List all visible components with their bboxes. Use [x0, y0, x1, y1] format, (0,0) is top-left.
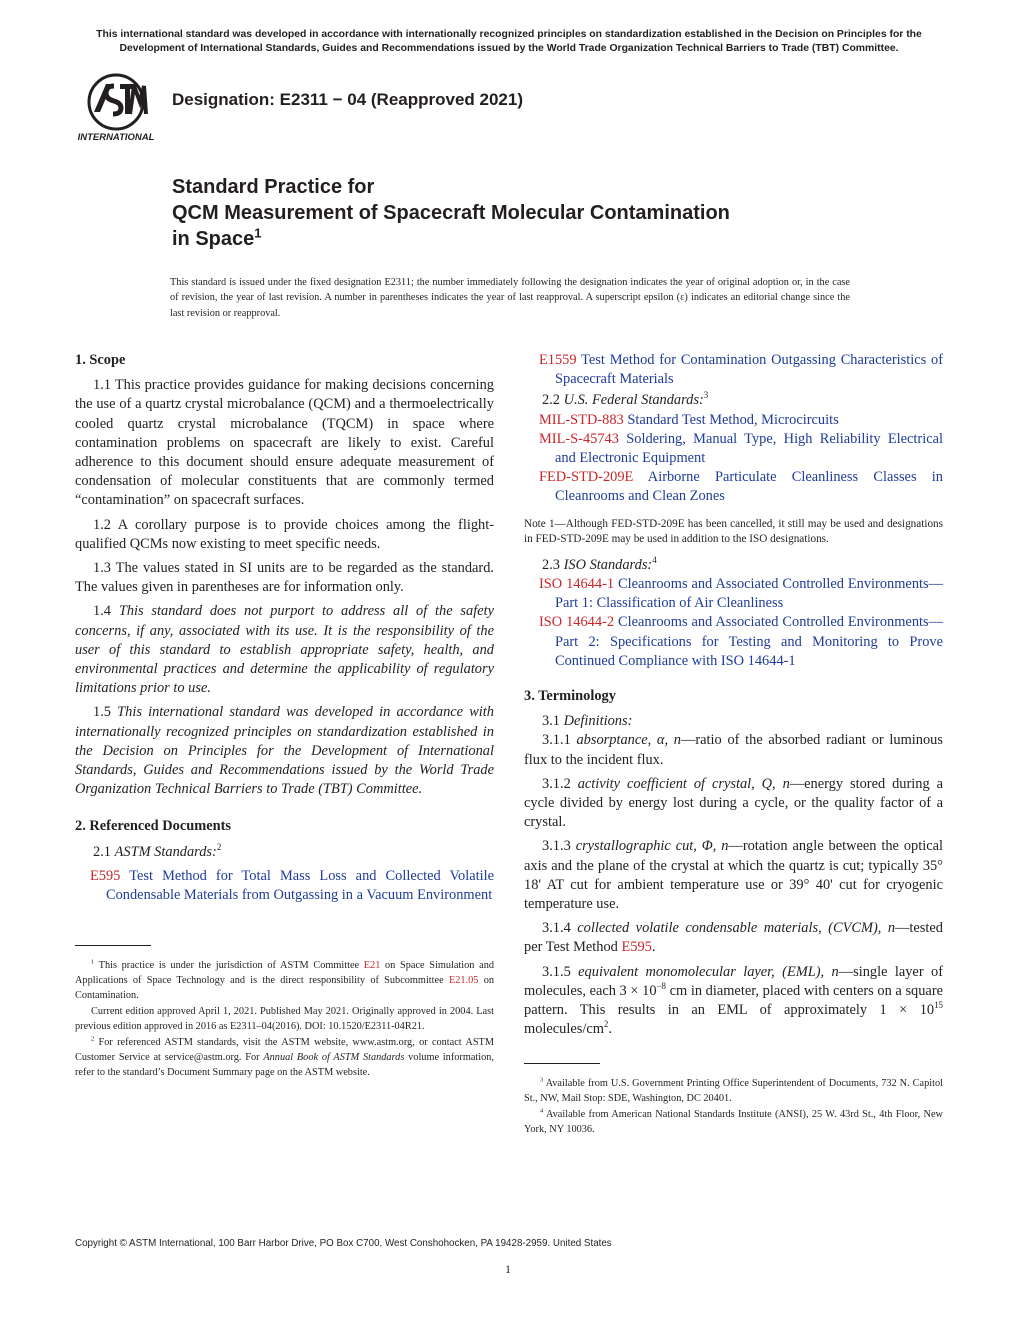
title-line-2: QCM Measurement of Spacecraft Molecular Contamination	[172, 202, 730, 224]
right-column	[524, 351, 943, 1138]
title-line-3: in Space$^1$	[172, 225, 262, 250]
ref-code-fed-std-209e: FED-STD-209E	[539, 469, 634, 486]
reference-fed-std-209e[interactable]	[524, 468, 943, 506]
reference-mil-std-883[interactable]	[524, 411, 943, 430]
paragraph-1-4: 1.4 This standard does not purport to address all of the safety concerns, if any, associated with its use. It is the responsibility of the user of this standard to establish appropriate safety, health, and environmental practices and determine the applicability of regulatory limitations prior to use.	[75, 603, 494, 697]
footnote-rule-left	[75, 945, 151, 946]
ref-code-iso-14644-1: ISO 14644-1	[539, 576, 615, 593]
footnotes-left	[75, 958, 494, 1080]
adoption-notice: This international standard was developed in accordance with internationally recognized principles on standardization established in the Decision on Principles for the Development of International Standards, Guides and Recommendations issued by the World Trade Organization Technical Barriers to Trade (TBT) Committee.	[96, 29, 922, 54]
issuance-statement: This standard is issued under the fixed designation E2311; the number immediately following the designation indicates the year of original adoption or, in the case of revision, the year of last revision. A number in parentheses indicates the year of last reapproval. A superscript epsilon (ε) indicates an editorial change since the last revision or reapproval.	[170, 277, 850, 319]
footnote-1-edition: Current edition approved April 1, 2021. Published May 2021. Originally approved in 2004. Last previous edition approved in 2016 as E2311–04(2016). DOI: 10.1520/E2311-04R21.	[75, 1006, 494, 1033]
reference-mil-s-45743[interactable]	[524, 430, 943, 468]
astm-logo	[70, 72, 162, 144]
footnote-rule-right	[524, 1063, 600, 1064]
footnote-link-e21-05[interactable]: E21.05	[448, 975, 479, 987]
term-crystallographic-cut: 3.1.3 crystallographic cut, Φ, n—rotation angle between the optical axis and the plane of the crystal at which the quartz is cut; typically 35° 18' AT cut for ambient temperature use or 39° 40' cut for cryogenic temperature use.	[524, 838, 943, 913]
reference-iso-14644-1[interactable]	[524, 575, 943, 613]
reference-iso-14644-2[interactable]	[524, 613, 943, 671]
ref-code-mil-std-883: MIL-STD-883	[539, 411, 624, 428]
logo-international-text: INTERNATIONAL	[77, 132, 155, 143]
term-activity-coefficient: 3.1.2 activity coefficient of crystal, Q, n—energy stored during a cycle divided by energy lost during a cycle, or the quality factor of a crystal.	[524, 775, 943, 831]
copyright-line: Copyright © ASTM International, 100 Barr Harbor Drive, PO Box C700, West Conshohocken, PA 19428-2959. United States	[75, 1238, 612, 1249]
ref-title-iso-14644-1: Cleanrooms and Associated Controlled Environments—Part 1: Classification of Air Cleanliness	[555, 576, 943, 612]
footnote-4: $^4$ Available from American National Standards Institute (ANSI), 25 W. 43rd St., 4th Floor, New York, NY 10036.	[524, 1108, 943, 1136]
paragraph-1-2: 1.2 A corollary purpose is to provide choices among the flight-qualified QCMs now existing to meet specific needs.	[75, 516, 494, 552]
ref-title-e1559: Test Method for Contamination Outgassing Characteristics of Spacecraft Materials	[555, 352, 943, 388]
section-heading-terminology: 3. Terminology	[524, 688, 616, 705]
ref-title-e595: Test Method for Total Mass Loss and Collected Volatile Condensable Materials from Outgassing in a Vacuum Environment	[106, 867, 494, 904]
reference-e1559[interactable]	[524, 351, 943, 389]
ref-title-mil-s-45743: Soldering, Manual Type, High Reliability Electrical and Electronic Equipment	[555, 430, 943, 467]
left-column	[75, 351, 494, 1081]
paragraph-1-3: 1.3 The values stated in SI units are to be regarded as the standard. The values given in parentheses are for information only.	[75, 560, 494, 596]
footnote-3: $^3$ Available from U.S. Government Printing Office Superintendent of Documents, 732 N. Capitol St., NW, Mail Stop: SDE, Washington, DC 20401.	[524, 1077, 943, 1105]
paragraph-1-1: 1.1 This practice provides guidance for making decisions concerning the use of a quartz crystal microbalance (QCM) and a thermoelectrically cooled quartz crystal microbalance (TQCM) in space where contamination problems on spacecraft are likely to exist. Careful adherence to this document should ensure adequate measurement of condensation of molecular constituents that are commonly termed “contamination” on spacecraft surfaces.	[75, 377, 494, 509]
ref-code-mil-s-45743: MIL-S-45743	[539, 430, 619, 447]
reference-e595[interactable]	[75, 867, 494, 905]
astm-logo-icon	[70, 72, 162, 144]
ref-code-e1559: E1559	[539, 352, 577, 368]
section-heading-scope: 1. Scope	[75, 352, 126, 368]
paragraph-1-5: 1.5 This international standard was developed in accordance with internationally recognized principles on standardization established in the Decision on Principles for the Development of International Standards, Guides and Recommendations issued by the World Trade Organization Technical Barriers to Trade (TBT) Committee.	[75, 704, 494, 798]
iso-standards-label: 2.3 ISO Standards:$^4$	[542, 555, 657, 573]
section-heading-referenced: 2. Referenced Documents	[75, 818, 231, 835]
term-cvcm: 3.1.4 collected volatile condensable materials, (CVCM), n—tested per Test Method E595.	[524, 920, 943, 956]
page-number: 1	[505, 1262, 511, 1276]
definitions-label: 3.1 Definitions:	[542, 713, 633, 730]
ref-title-mil-std-883: Standard Test Method, Microcircuits	[627, 411, 839, 428]
footnotes-right	[524, 1076, 943, 1137]
note-1: Note 1—Although FED-STD-209E has been cancelled, it still may be used and designations in FED-STD-209E may be used in addition to the ISO designations.	[524, 517, 944, 546]
footnote-1: $^1$ This practice is under the jurisdiction of ASTM Committee E21 on Space Simulation and Applications of Space Technology and is the direct responsibility of Subcommittee E21.05 on Contamination.	[75, 958, 494, 1002]
ref-title-iso-14644-2: Cleanrooms and Associated Controlled Environments—Part 2: Specifications for Testing and Monitoring to Prove Continued Compliance with ISO 14644-1	[555, 614, 943, 669]
federal-standards-label: 2.2 U.S. Federal Standards:$^3$	[542, 390, 709, 409]
title-line-1: Standard Practice for	[172, 176, 375, 198]
designation: Designation: E2311 − 04 (Reapproved 2021)	[172, 90, 524, 109]
footnote-link-e21[interactable]: E21	[363, 960, 381, 972]
ref-code-e595: E595	[90, 867, 121, 884]
ref-title-fed-std-209e: Airborne Particulate Cleanliness Classes in Cleanrooms and Clean Zones	[555, 469, 943, 505]
document-title	[172, 174, 872, 252]
term-absorptance: 3.1.1 absorptance, α, n—ratio of the absorbed radiant or luminous flux to the incident flux.	[524, 732, 943, 768]
footnote-2: $^2$ For referenced ASTM standards, visit the ASTM website, www.astm.org, or contact ASTM Customer Service at service@astm.org. For Annual Book of ASTM Standards volume information, refer to the standard’s Document Summary page on the ASTM website.	[75, 1035, 495, 1079]
term-link-e595[interactable]: E595	[621, 939, 652, 956]
astm-standards-label: 2.1 ASTM Standards:$^2$	[93, 841, 222, 860]
term-eml: 3.1.5 equivalent monomolecular layer, (EML), n—single layer of molecules, each $3 \times 10^{-8}$ cm in diameter, placed with centers on a square pattern. This results in an EML of approximately $1 \times 10^{15}$ molecules/$cm^2$.	[524, 963, 944, 1038]
ref-code-iso-14644-2: ISO 14644-2	[539, 614, 615, 631]
title-footnote-mark: 1	[254, 225, 262, 241]
